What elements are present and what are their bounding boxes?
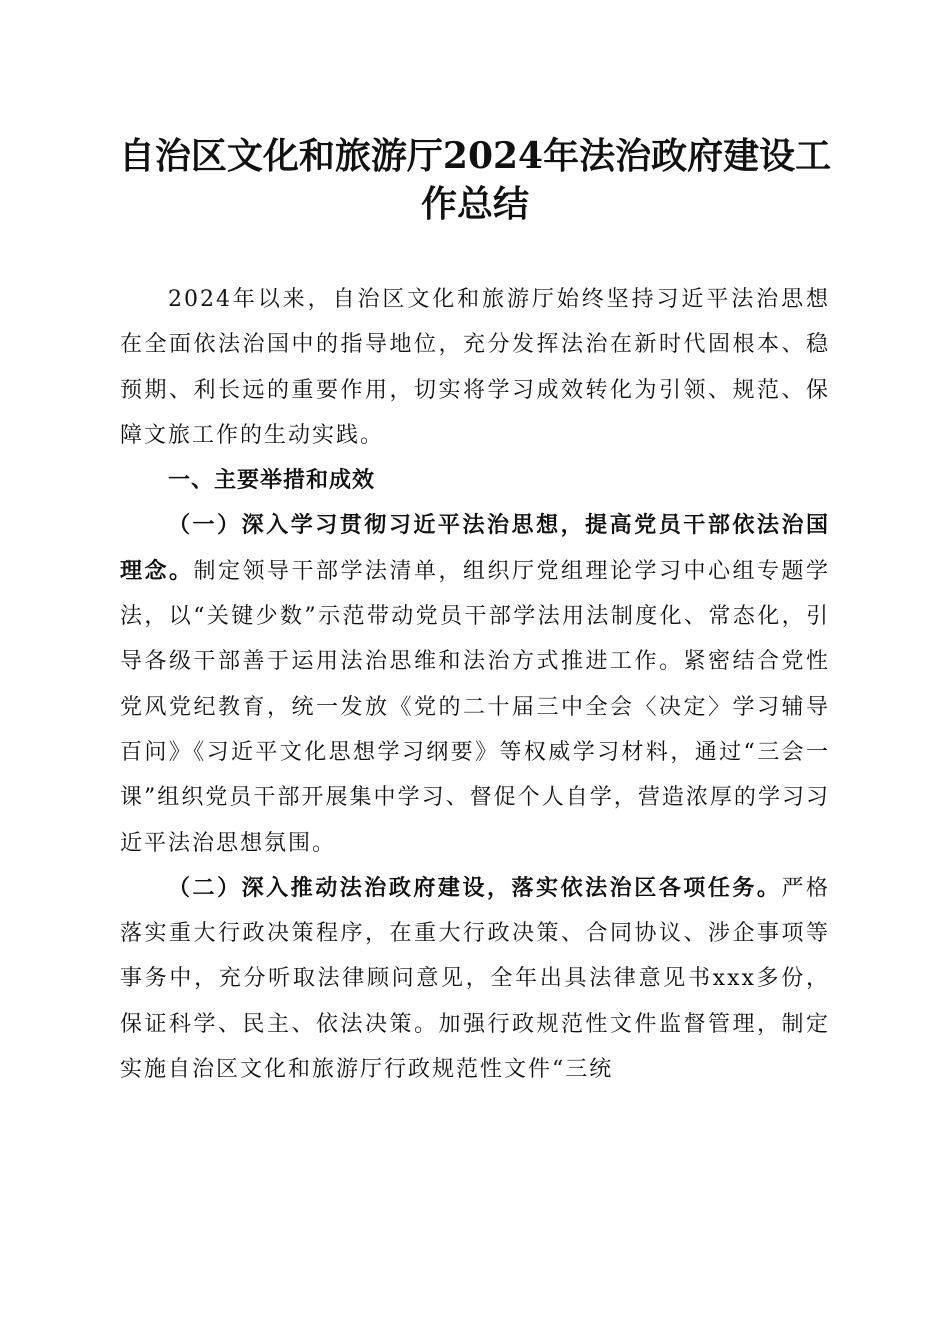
document-title (110, 132, 840, 228)
item-2-paragraph (120, 866, 830, 1092)
title-line-1: 自治区文化和旅游厅2024年法治政府建设工 (118, 135, 832, 177)
item-2-body: 严格落实重大行政决策程序，在重大行政决策、合同协议、涉企事项等事务中，充分听取法律顾问意见，全年出具法律意见书xxx多份，保证科学、民主、依法决策。加强行政规范性文件监督管理，制定实施自治区文化和旅游厅行政规范性文件“三统 (120, 875, 830, 1083)
section-heading-1: 一、主要举措和成效 (168, 468, 376, 494)
intro-paragraph: 2024年以来，自治区文化和旅游厅始终坚持习近平法治思想在全面依法治国中的指导地位，充分发挥法治在新时代固根本、稳预期、利长远的重要作用，切实将学习成效转化为引领、规范、保障文旅工作的生动实践。 (120, 287, 830, 448)
item-2-lead: （二）深入推动法治政府建设，落实依法治区各项任务。 (168, 874, 782, 901)
item-1-paragraph (120, 503, 830, 865)
title-line-2: 作总结 (420, 183, 529, 225)
item-1-body: 制定领导干部学法清单，组织厅党组理论学习中心组专题学法，以“关键少数”示范带动党员干部学法用法制度化、常态化，引导各级干部善于运用法治思维和法治方式推进工作。紧密结合党性党风党纪教育，统一发放《党的二十届三中全会〈决定〉学习辅导百问》《习近平文化思想学习纲要》等权威学习材料，通过“三会一课”组织党员干部开展集中学习、督促个人自学，营造浓厚的学习习近平法治思想氛围。 (120, 558, 830, 856)
document-body (120, 277, 830, 1092)
item-1-lead: （一）深入学习贯彻习近平法治思想，提高党员干部依法治国理念。 (120, 512, 830, 584)
